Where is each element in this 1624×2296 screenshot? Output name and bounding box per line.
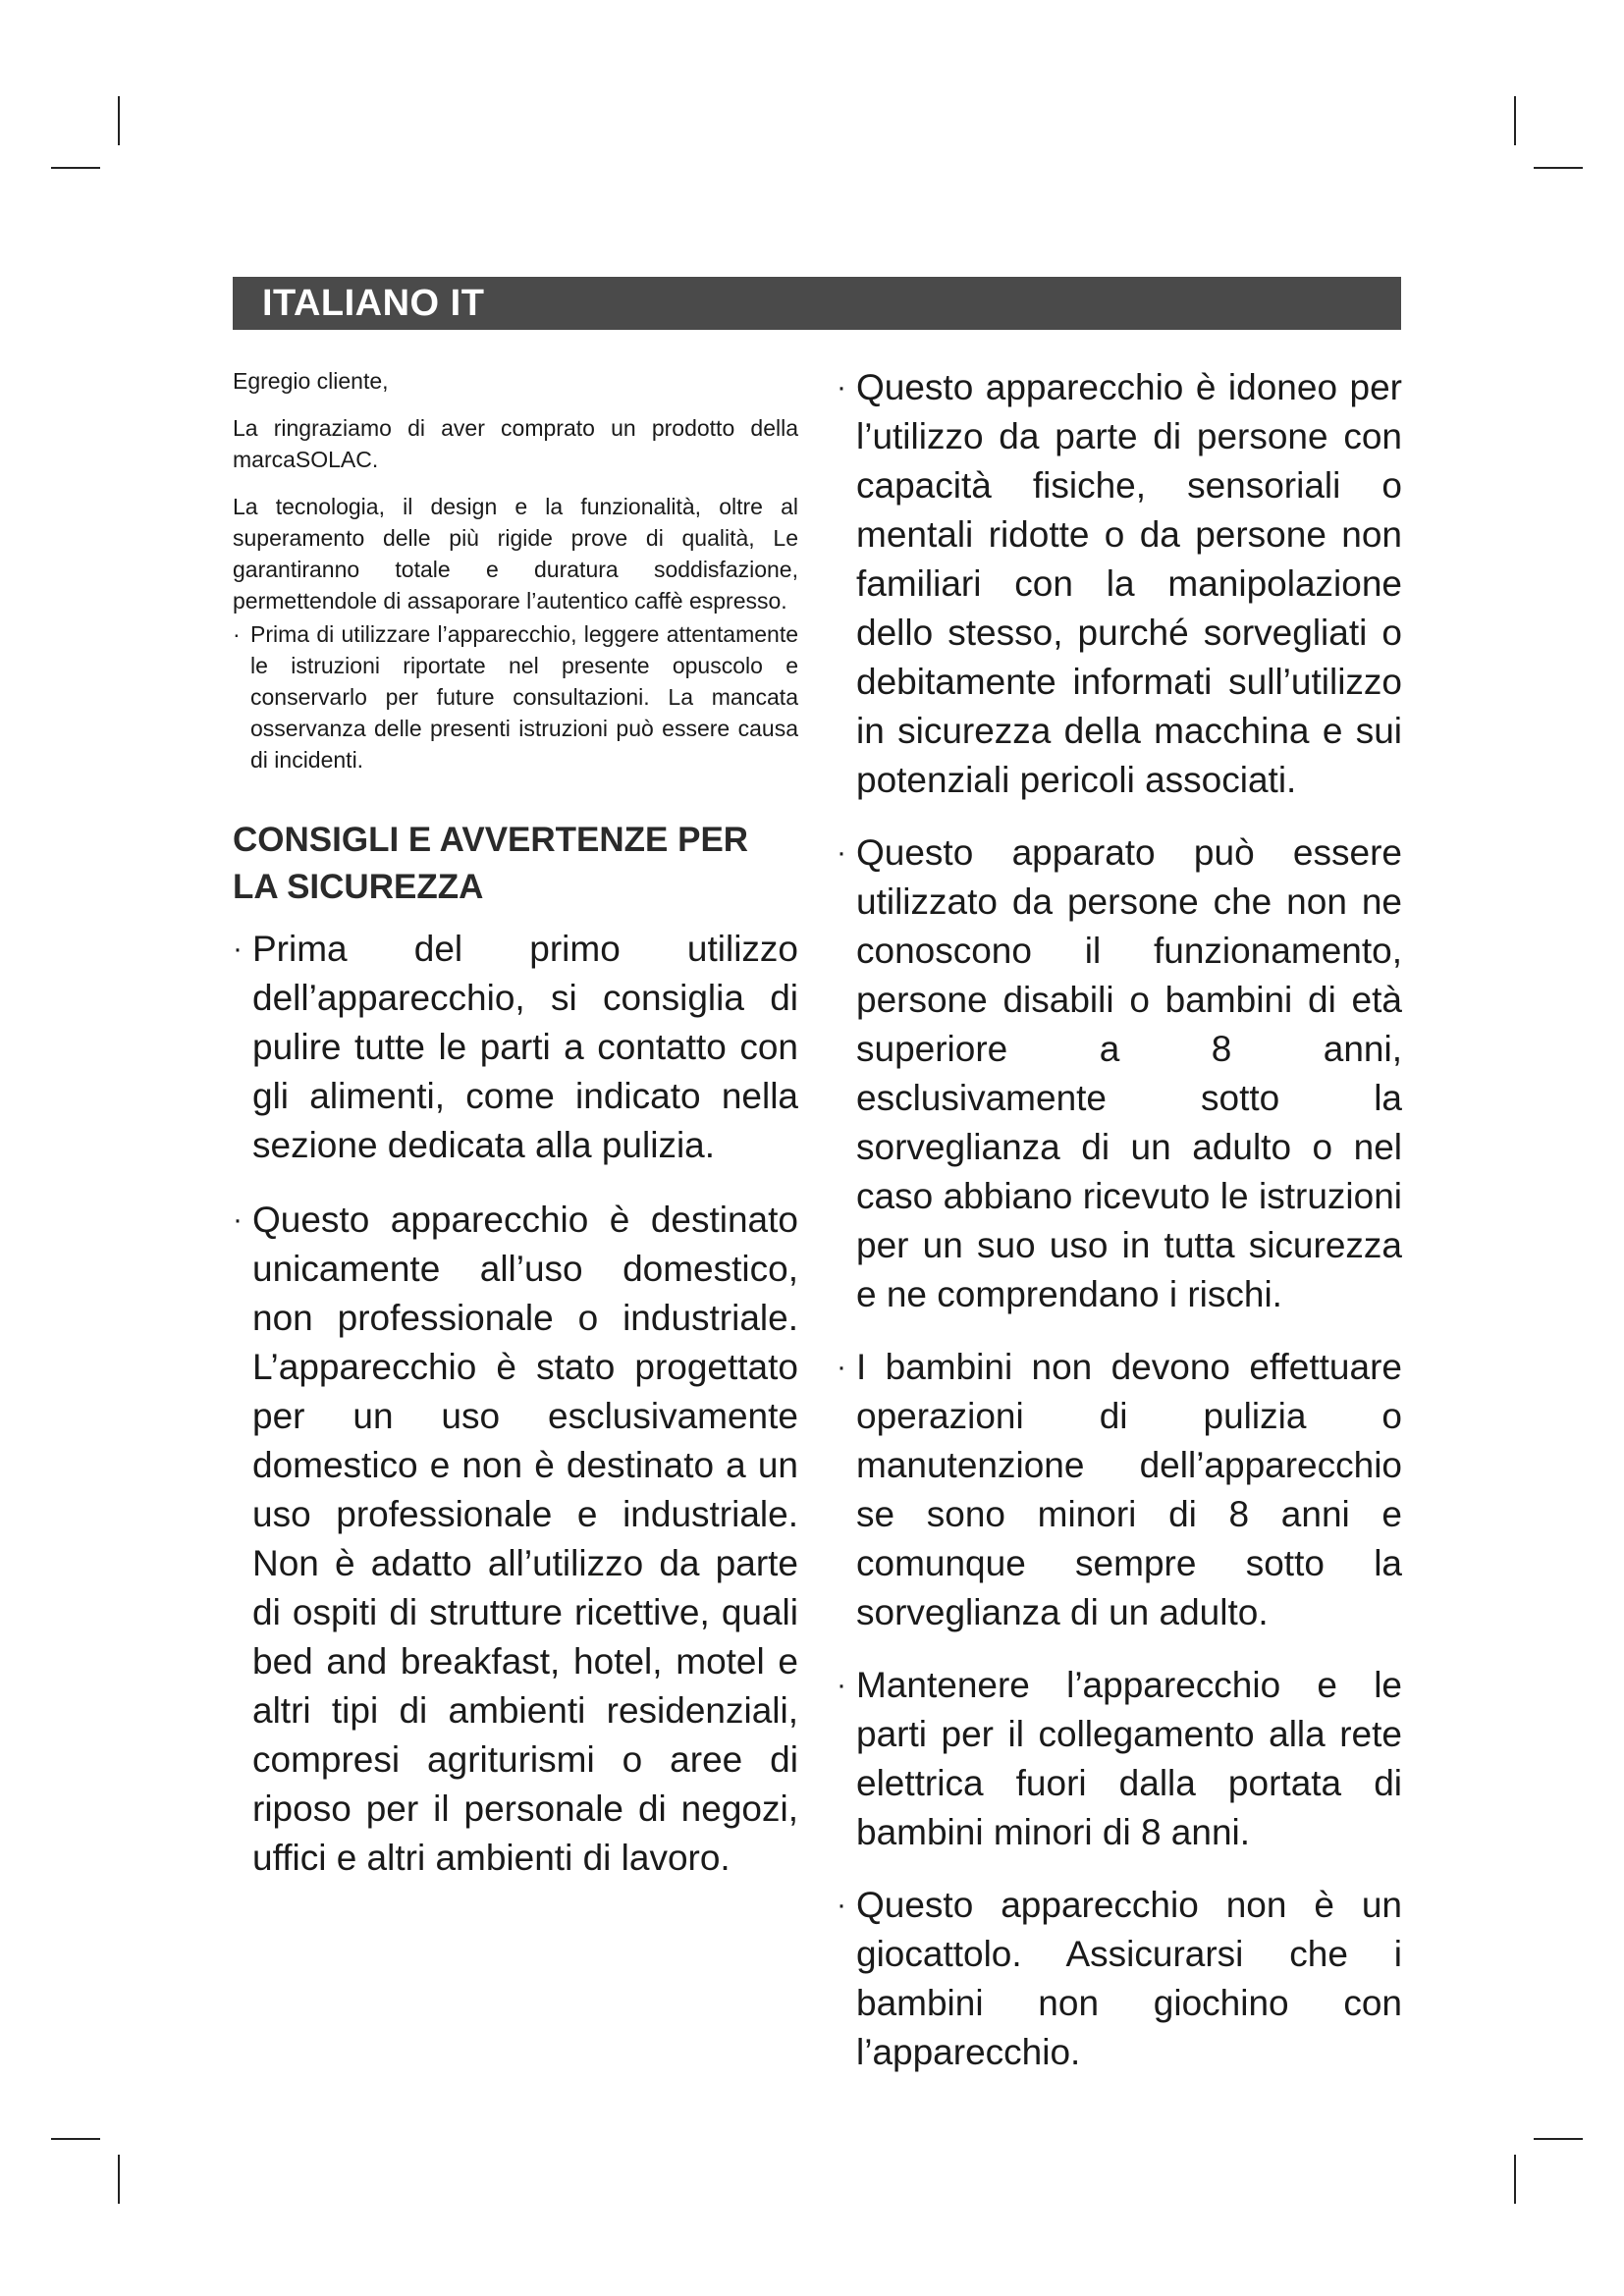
- bullet-glyph: ·: [233, 621, 241, 647]
- crop-mark-top-left-horizontal: [51, 167, 100, 169]
- bullet-glyph: ·: [837, 371, 846, 403]
- safety-bullet-right-5: [837, 1881, 1402, 2077]
- crop-mark-top-left-vertical: [118, 96, 120, 145]
- intro-paragraph-2: La tecnologia, il design e la funzionalità, oltre al superamento delle più rigide prove di qualità, Le garantiranno totale e duratura soddisfazione, permettendole di assaporare l’autentico caffè espresso.: [233, 494, 798, 614]
- safety-bullet-left-1: [233, 925, 798, 1170]
- intro-bullet: [233, 618, 798, 775]
- safety-bullet-text: Prima del primo utilizzo dell’apparecchio, si consiglia di pulire tutte le parti a contatto con gli alimenti, come indicato nella sezione dedicata alla pulizia.: [252, 929, 798, 1165]
- safety-bullet-text: Questo apparato può essere utilizzato da persone che non ne conoscono il funzionamento, persone disabili o bambini di età superiore a 8 anni, esclusivamente sotto la sorveglianza di un adulto o nel caso abbiano ricevuto le istruzioni per un suo uso in tutta sicurezza e ne comprendano i rischi.: [856, 832, 1402, 1314]
- bullet-glyph: ·: [837, 1351, 846, 1383]
- crop-mark-top-right-vertical: [1514, 96, 1516, 145]
- intro-bullet-text: Prima di utilizzare l’apparecchio, leggere attentamente le istruzioni riportate nel presente opuscolo e conservarlo per future consultazioni. La mancata osservanza delle presenti istruzioni può essere causa di incidenti.: [250, 621, 798, 773]
- safety-bullet-right-3: [837, 1343, 1402, 1637]
- language-header-title: ITALIANO IT: [262, 283, 485, 324]
- crop-mark-bottom-left-horizontal: [51, 2138, 100, 2140]
- safety-bullet-right-1: [837, 363, 1402, 805]
- crop-mark-top-right-horizontal: [1534, 167, 1583, 169]
- safety-bullet-left-2: [233, 1196, 798, 1883]
- bullet-glyph: ·: [233, 933, 243, 965]
- crop-mark-bottom-left-vertical: [118, 2155, 120, 2204]
- greeting: Egregio cliente,: [233, 368, 389, 394]
- safety-bullet-text: Questo apparecchio non è un giocattolo. Assicurarsi che i bambini non giochino con l’apparecchio.: [856, 1885, 1402, 2072]
- safety-bullet-right-2: [837, 828, 1402, 1319]
- bullet-glyph: ·: [837, 1669, 846, 1701]
- intro-paragraph-1: La ringraziamo di aver comprato un prodotto della marcaSOLAC.: [233, 415, 798, 472]
- language-header-bar: [233, 277, 1401, 330]
- left-column: [233, 365, 798, 1908]
- safety-bullet-right-4: [837, 1661, 1402, 1857]
- right-column: [837, 363, 1402, 2101]
- bullet-glyph: ·: [233, 1203, 243, 1236]
- safety-bullet-text: Questo apparecchio è idoneo per l’utilizzo da parte di persone con capacità fisiche, sensoriali o mentali ridotte o da persone non familiari con la manipolazione dello stesso, purché sorvegliati o debitamente informati sull’utilizzo in sicurezza della macchina e sui potenziali pericoli associati.: [856, 367, 1402, 800]
- safety-bullet-text: Questo apparecchio è destinato unicamente all’uso domestico, non professionale o industriale. L’apparecchio è stato progettato per un uso esclusivamente domestico e non è destinato a un uso professionale e industriale. Non è adatto all’utilizzo da parte di ospiti di strutture ricettive, quali bed and breakfast, hotel, motel e altri tipi di ambienti residenziali, compresi agriturismi o aree di riposo per il personale di negozi, uffici e altri ambienti di lavoro.: [252, 1200, 798, 1878]
- section-title: CONSIGLI E AVVERTENZE PER LA SICUREZZA: [233, 821, 749, 906]
- safety-bullet-text: I bambini non devono effettuare operazioni di pulizia o manutenzione dell’apparecchio se sono minori di 8 anni e comunque sempre sotto la sorveglianza di un adulto.: [856, 1347, 1402, 1632]
- bullet-glyph: ·: [837, 836, 846, 869]
- bullet-glyph: ·: [837, 1889, 846, 1921]
- crop-mark-bottom-right-horizontal: [1534, 2138, 1583, 2140]
- safety-bullet-text: Mantenere l’apparecchio e le parti per il collegamento alla rete elettrica fuori dalla portata di bambini minori di 8 anni.: [856, 1665, 1402, 1852]
- crop-mark-bottom-right-vertical: [1514, 2155, 1516, 2204]
